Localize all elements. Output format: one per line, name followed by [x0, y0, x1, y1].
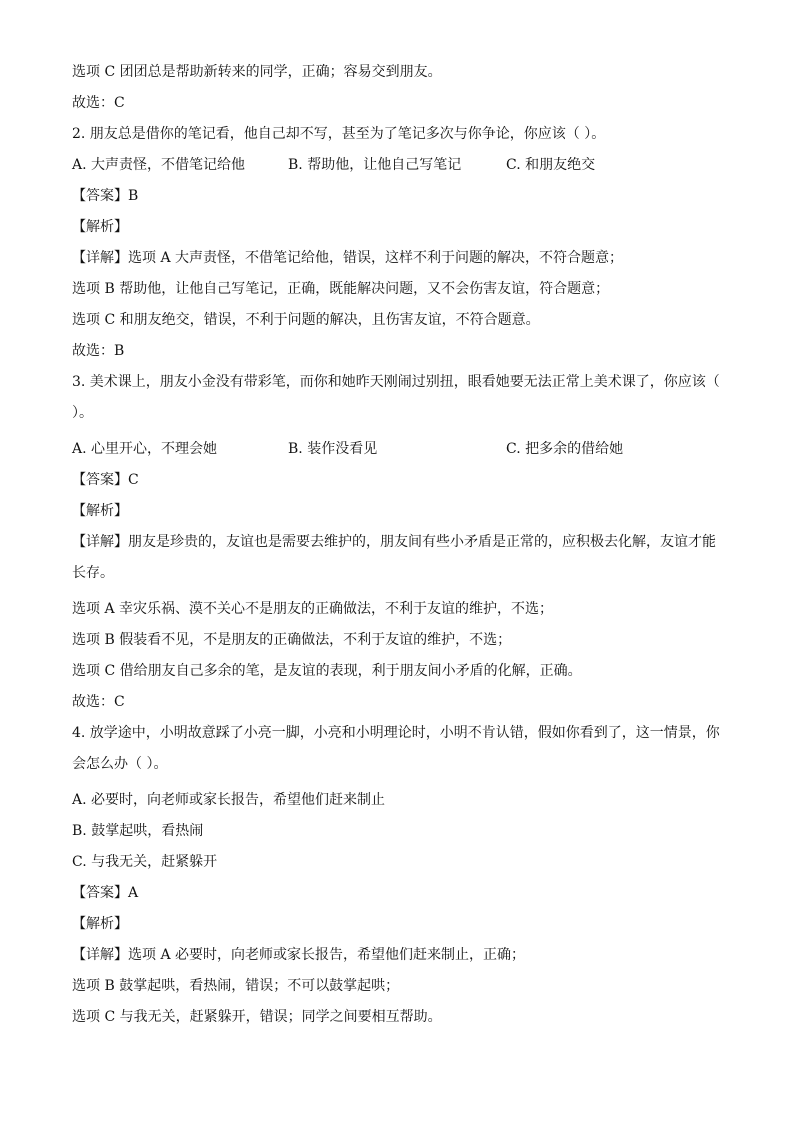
question-4-answer: 【答案】A — [72, 885, 139, 901]
question-2-selection: 故选：B — [72, 343, 125, 359]
question-2-answer: 【答案】B — [72, 188, 139, 204]
question-4-analysis-heading: 【解析】 — [72, 916, 128, 932]
question-2-detail-3: 选项 C 和朋友绝交，错误，不利于问题的解决，且伤害友谊，不符合题意。 — [72, 312, 540, 328]
question-3-option-b: B. 装作没看见 — [288, 441, 378, 457]
question-3-answer: 【答案】C — [72, 472, 139, 488]
question-2-analysis-heading: 【解析】 — [72, 219, 128, 235]
prev-selection-line: 故选：C — [72, 95, 125, 111]
question-2-detail-1: 【详解】选项 A 大声责怪，不借笔记给他，错误，这样不利于问题的解决，不符合题意； — [72, 250, 624, 266]
question-2-options — [72, 155, 722, 176]
question-3-analysis-heading: 【解析】 — [72, 503, 128, 519]
question-3-selection: 故选：C — [72, 694, 125, 710]
question-3-detail-4: 选项 C 借给朋友自己多余的笔，是友谊的表现，利于朋友间小矛盾的化解，正确。 — [72, 663, 582, 679]
question-2: 2. 朋友总是借你的笔记看，他自己却不写，甚至为了笔记多次与你争论，你应该（ ）。 — [72, 126, 606, 142]
question-4-option-c: C. 与我无关，赶紧躲开 — [72, 854, 218, 870]
question-4: 4. 放学途中，小明故意踩了小亮一脚，小亮和小明理论时，小明不肯认错，假如你看到了，这一情景，你会怎么办（ ）。 — [72, 725, 720, 772]
question-2-option-a: A. 大声责怪，不借笔记给他 — [72, 157, 246, 173]
prev-answer-line: 选项 C 团团总是帮助新转来的同学，正确；容易交到朋友。 — [72, 64, 442, 80]
question-3: 3. 美术课上，朋友小金没有带彩笔，而你和她昨天刚闹过别扭，眼看她要无法正常上美术课了，你应该（ ）。 — [72, 374, 720, 421]
question-3-options — [72, 439, 722, 460]
question-3-detail-3: 选项 B 假装看不见，不是朋友的正确做法，不利于友谊的维护，不选； — [72, 632, 512, 648]
document-page — [72, 62, 722, 1038]
question-3-option-c: C. 把多余的借给她 — [506, 441, 624, 457]
question-3-detail-1: 【详解】朋友是珍贵的，友谊也是需要去维护的，朋友间有些小矛盾是正常的，应积极去化解，友谊才能长存。 — [72, 534, 716, 581]
question-4-detail-1: 【详解】选项 A 必要时，向老师或家长报告，希望他们赶来制止，正确； — [72, 947, 526, 963]
question-4-option-a: A. 必要时，向老师或家长报告，希望他们赶来制止 — [72, 792, 386, 808]
question-3-option-a: A. 心里开心，不理会她 — [72, 441, 218, 457]
question-2-option-b: B. 帮助他，让他自己写笔记 — [288, 157, 462, 173]
question-4-detail-3: 选项 C 与我无关，赶紧躲开，错误；同学之间要相互帮助。 — [72, 1009, 442, 1025]
question-4-option-b: B. 鼓掌起哄，看热闹 — [72, 823, 204, 839]
question-2-detail-2: 选项 B 帮助他，让他自己写笔记，正确，既能解决问题，又不会伤害友谊，符合题意； — [72, 281, 610, 297]
question-2-option-c: C. 和朋友绝交 — [506, 157, 596, 173]
question-4-detail-2: 选项 B 鼓掌起哄，看热闹，错误；不可以鼓掌起哄； — [72, 978, 400, 994]
question-3-detail-2: 选项 A 幸灾乐祸、漠不关心不是朋友的正确做法，不利于友谊的维护，不选； — [72, 601, 554, 617]
